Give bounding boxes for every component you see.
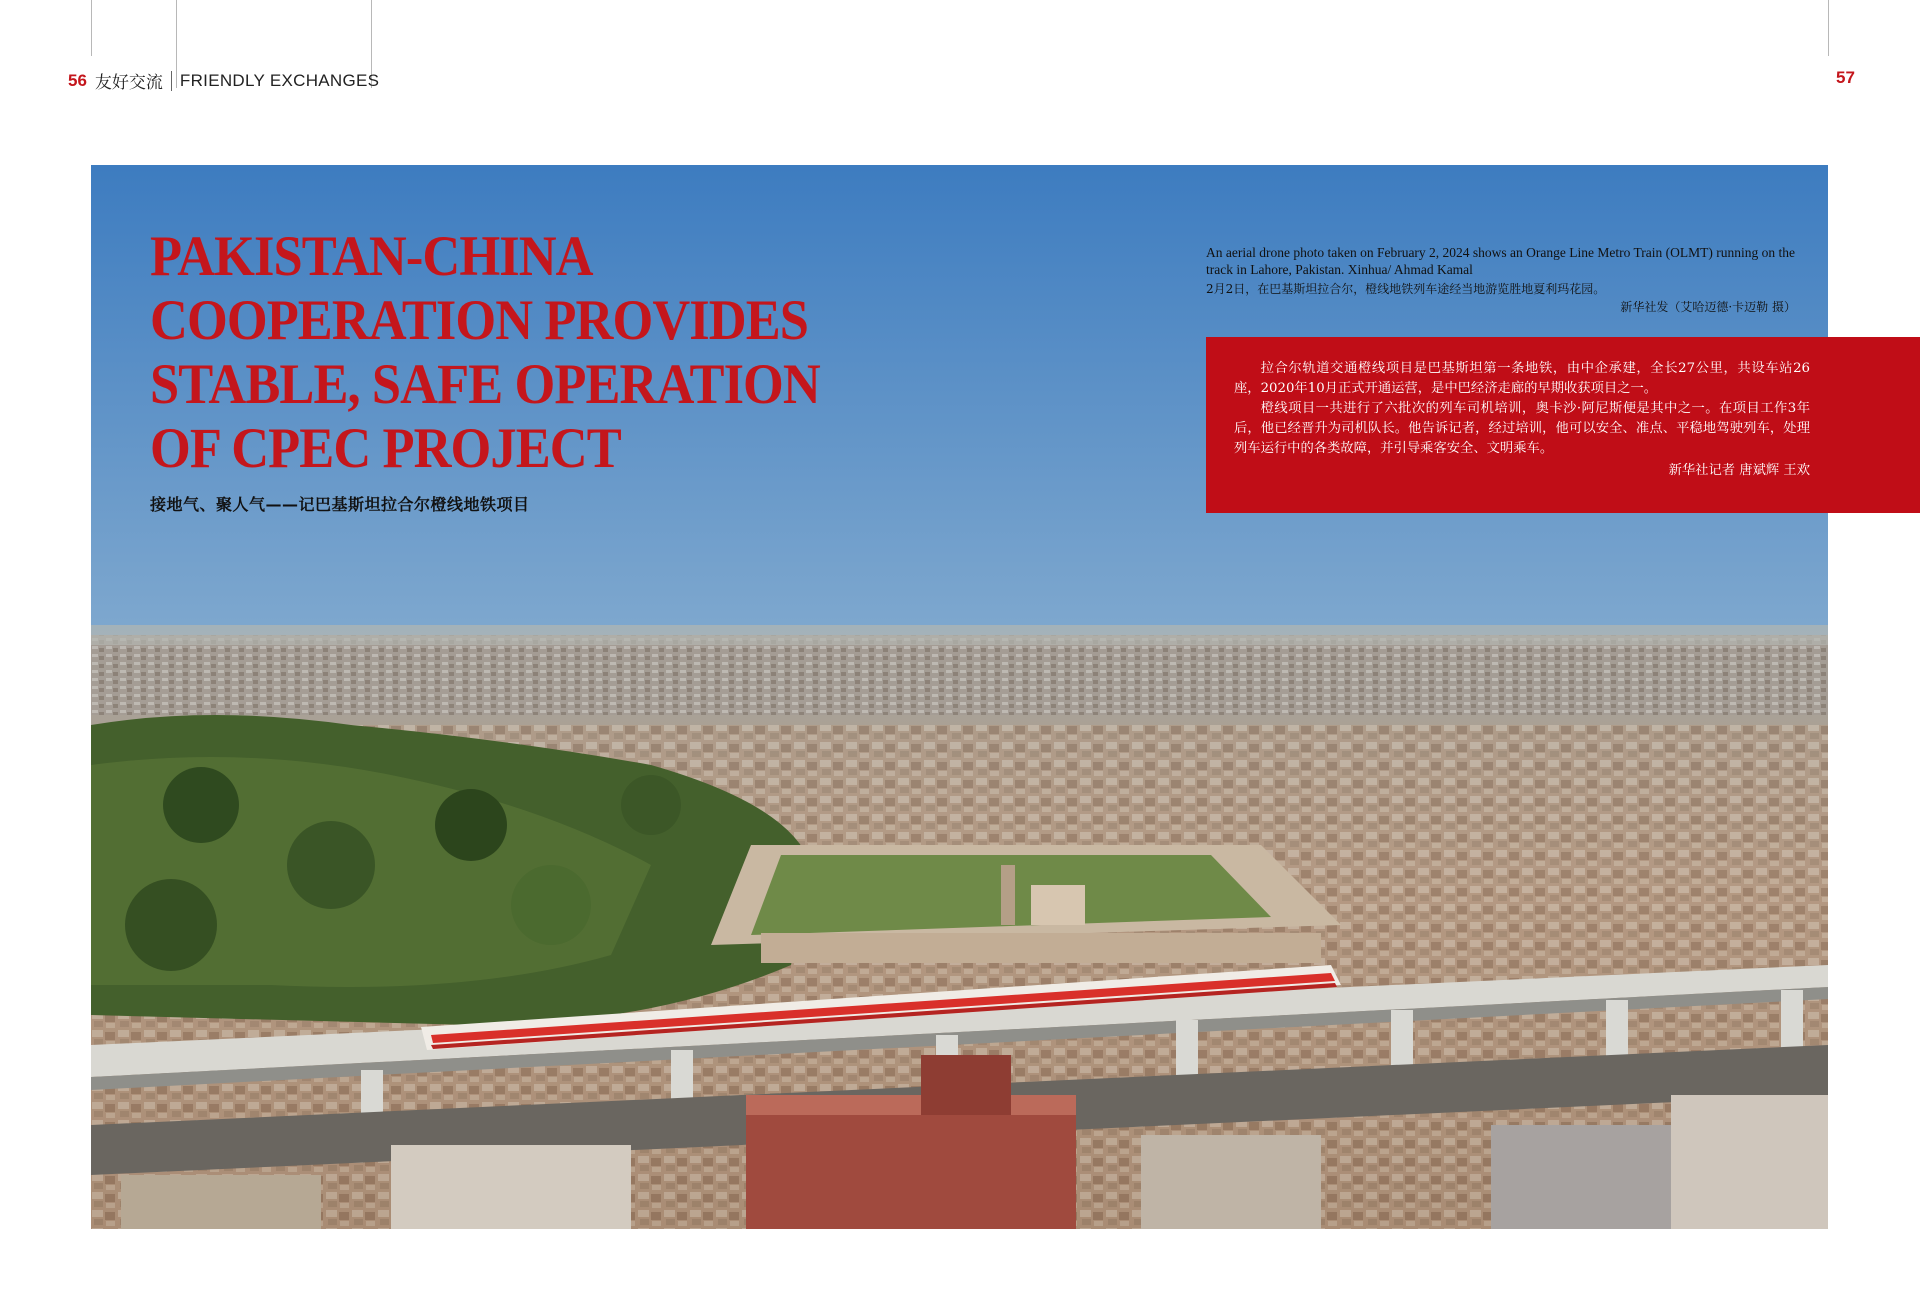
photo-caption <box>1206 244 1806 316</box>
page-number-right: 57 <box>1836 68 1855 87</box>
headline-line-4: OF CPEC PROJECT <box>150 417 621 480</box>
caption-credit: 新华社发（艾哈迈德·卡迈勒 摄） <box>1620 300 1796 314</box>
caption-en: An aerial drone photo taken on February 2, 2024 shows an Orange Line Metro Train (OLMT) running on the track in Lahore, Pakistan. Xinhua/ Ahmad Kamal <box>1206 245 1796 277</box>
headline-line-2: COOPERATION PROVIDES <box>150 289 809 352</box>
headline <box>150 225 849 481</box>
article-paragraph-1: 拉合尔轨道交通橙线项目是巴基斯坦第一条地铁，由中企承建，全长27公里，共设车站26座，2020年10月正式开通运营，是中巴经济走廊的早期收获项目之一。 <box>1234 361 1810 396</box>
headline-line-1: PAKISTAN-CHINA <box>150 225 593 288</box>
caption-cn: 2月2日，在巴基斯坦拉合尔，橙线地铁列车途经当地游览胜地夏利玛花园。 <box>1206 282 1606 296</box>
header-rule-right <box>1828 0 1829 56</box>
page-number-left: 56 <box>68 70 87 90</box>
section-title-en: FRIENDLY EXCHANGES <box>179 70 380 90</box>
running-header <box>68 68 379 93</box>
article-box <box>1206 337 1920 513</box>
header-divider <box>171 71 172 91</box>
headline-line-3: STABLE, SAFE OPERATION <box>150 353 820 416</box>
article-byline: 新华社记者 唐斌辉 王欢 <box>1668 463 1810 478</box>
subtitle-cn: 接地气、聚人气——记巴基斯坦拉合尔橙线地铁项目 <box>150 495 530 514</box>
section-title-cn: 友好交流 <box>94 73 163 93</box>
article-paragraph-2: 橙线项目一共进行了六批次的列车司机培训，奥卡沙·阿尼斯便是其中之一。在项目工作3年后，他已经晋升为司机队长。他告诉记者，经过培训，他可以安全、准点、平稳地驾驶列车，处理列车运行中的各类故障，并引导乘客安全、文明乘车。 <box>1234 401 1810 456</box>
header-rule-left-outer <box>91 0 92 56</box>
